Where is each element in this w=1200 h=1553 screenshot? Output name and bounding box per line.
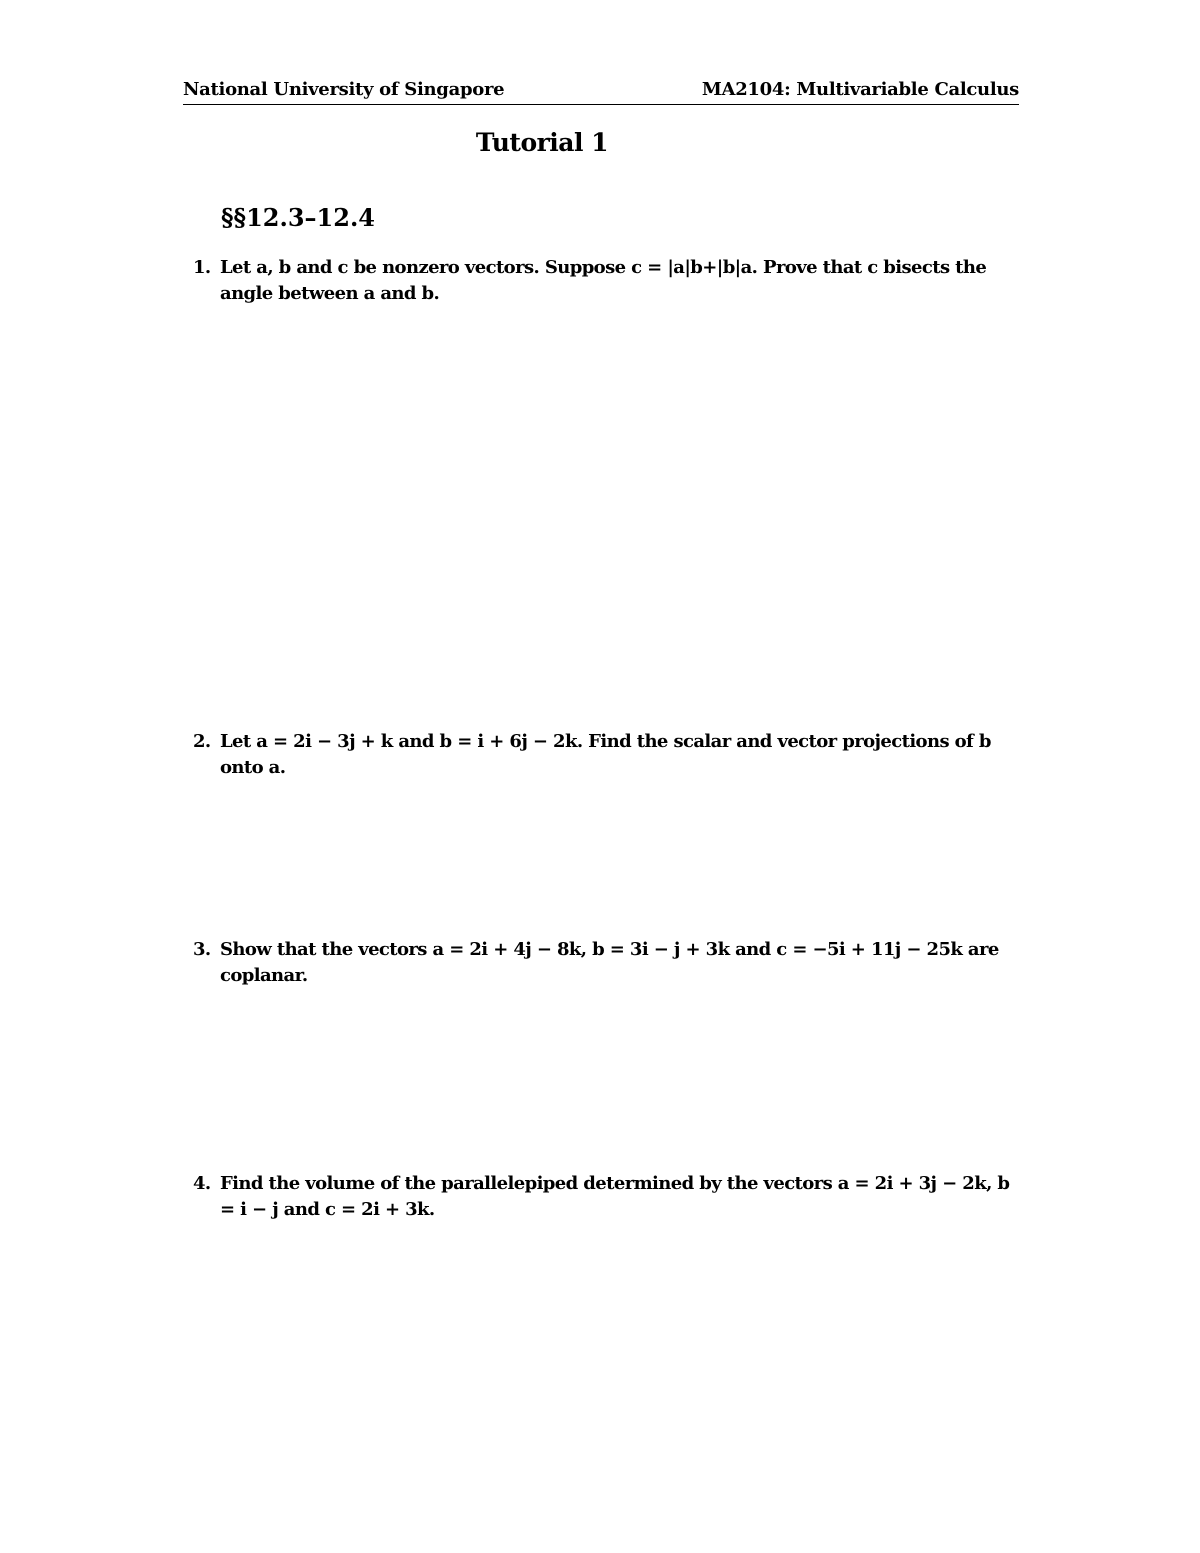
problem-text: Find the volume of the parallelepiped determined by the vectors a = 2i + 3j − 2k, b = i − j and c = 2i + 3k. — [220, 1173, 1010, 1220]
problem-number: 1. — [193, 257, 211, 278]
problem-1 — [193, 255, 1019, 307]
course-name: MA2104: Multivariable Calculus — [701, 79, 1019, 100]
problem-text: Let a, b and c be nonzero vectors. Suppose c = |a|b+|b|a. Prove that c bisects the angle between a and b. — [220, 257, 987, 304]
problem-number: 4. — [193, 1173, 211, 1194]
problem-3 — [193, 937, 1019, 989]
institution-name: National University of Singapore — [183, 79, 505, 100]
problem-text: Let a = 2i − 3j + k and b = i + 6j − 2k. Find the scalar and vector projections of b onto a. — [220, 731, 991, 778]
problem-number: 2. — [193, 731, 211, 752]
problem-2 — [193, 729, 1019, 781]
problem-text: Show that the vectors a = 2i + 4j − 8k, b = 3i − j + 3k and c = −5i + 11j − 25k are coplanar. — [220, 939, 999, 986]
section-heading: §§12.3–12.4 — [221, 203, 376, 232]
problem-4 — [193, 1171, 1019, 1223]
problem-number: 3. — [193, 939, 211, 960]
page-header — [183, 79, 1019, 105]
page-title: Tutorial 1 — [475, 128, 609, 157]
